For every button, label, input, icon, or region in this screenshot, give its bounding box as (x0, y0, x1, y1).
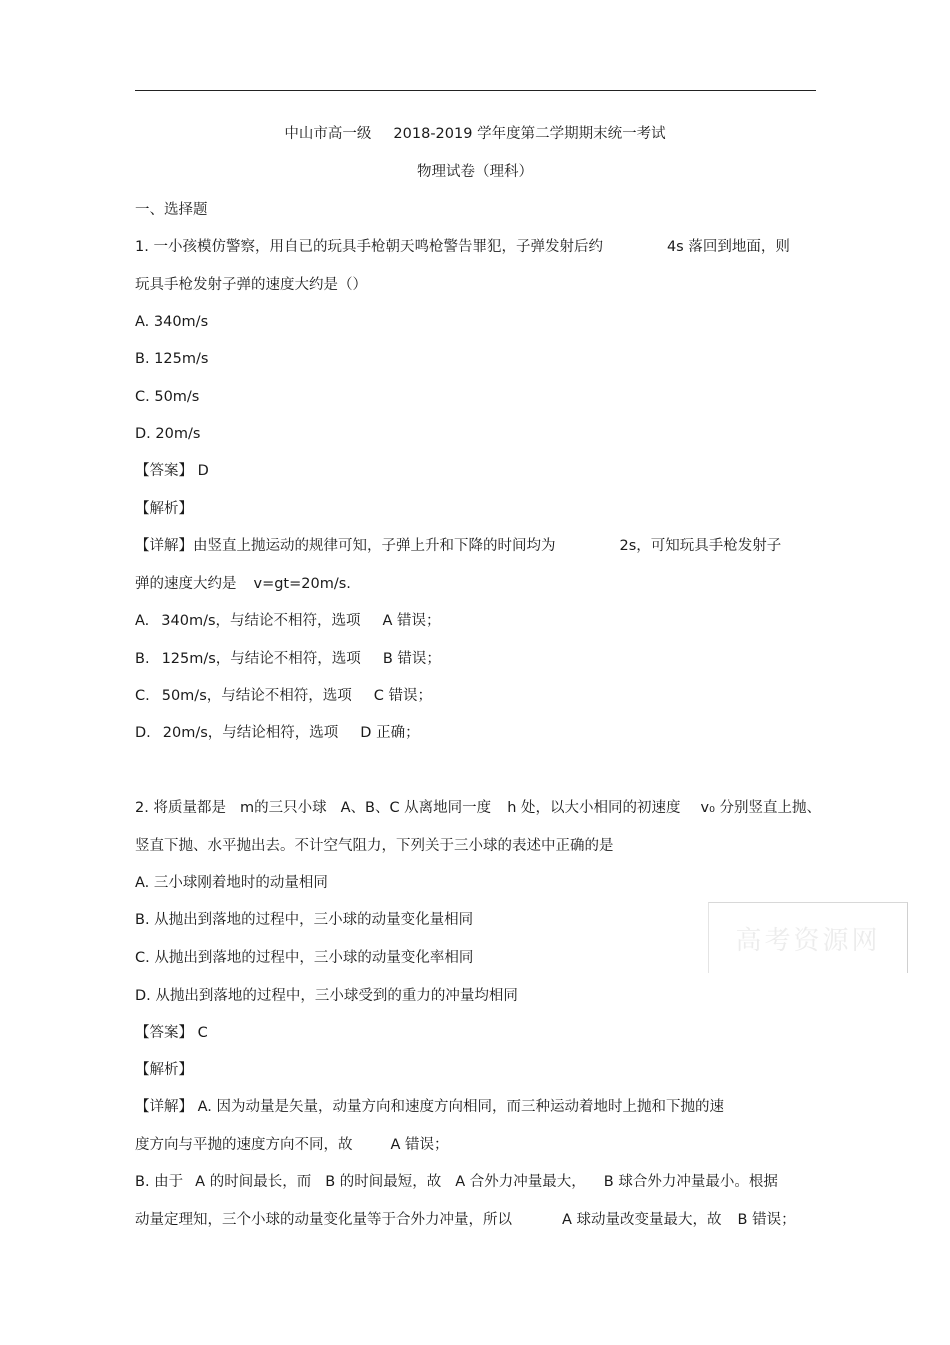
q1-answer: 【答案】 D (135, 463, 209, 479)
exam-title (0, 124, 950, 144)
q2-option-a: A. 三小球刚着地时的动量相同 (135, 875, 328, 891)
q1-option-a: A. 340m/s (135, 314, 209, 330)
q2-option-b: B. 从抛出到落地的过程中，三小球的动量变化量相同 (135, 912, 474, 928)
watermark-text: 高考资源网 (735, 925, 881, 956)
q1-detail-line-2: 弹的速度大约是 v=gt=20m/s. (135, 576, 351, 592)
q1-analysis-label: 【解析】 (135, 501, 193, 517)
q1-eval-a: A. 340m/s，与结论不相符，选项 A 错误； (135, 613, 441, 629)
q1-option-b: B. 125m/s (135, 351, 209, 367)
q1-option-d: D. 20m/s (135, 426, 201, 442)
exam-subtitle: 物理试卷（理科） (417, 164, 533, 180)
header-rule (135, 90, 816, 91)
q2-detail-line-2: 度方向与平抛的速度方向不同，故 A 错误； (135, 1137, 449, 1153)
q2-option-c: C. 从抛出到落地的过程中，三小球的动量变化率相同 (135, 950, 474, 966)
q1-stem-line-2: 玩具手枪发射子弹的速度大约是（） (135, 277, 367, 293)
title-part-a: 中山市高一级 (284, 126, 372, 142)
q2-answer: 【答案】 C (135, 1025, 208, 1041)
q1-detail-line-1: 【详解】由竖直上抛运动的规律可知，子弹上升和下降的时间均为 2s，可知玩具手枪发射子 (135, 538, 782, 554)
q1-eval-d: D. 20m/s，与结论相符，选项 D 正确； (135, 725, 420, 741)
q1-eval-c: C. 50m/s，与结论不相符，选项 C 错误； (135, 688, 432, 704)
q2-stem-line-2: 竖直下抛、水平抛出去。不计空气阻力，下列关于三小球的表述中正确的是 (135, 838, 614, 854)
q2-analysis-label: 【解析】 (135, 1062, 193, 1078)
q2-option-d: D. 从抛出到落地的过程中，三小球受到的重力的冲量均相同 (135, 988, 518, 1004)
q2-stem-line-1: 2. 将质量都是 m的三只小球 A、B、C 从离地同一度 h 处，以大小相同的初速度 v₀ 分别竖直上抛、 (135, 800, 822, 816)
title-part-b: 2018-2019 学年度第二学期期末统一考试 (393, 126, 666, 142)
watermark-logo (708, 902, 908, 973)
q1-option-c: C. 50m/s (135, 389, 200, 405)
q2-detail-line-1: 【详解】 A. 因为动量是矢量，动量方向和速度方向相同，而三种运动着地时上抛和下抛的速 (135, 1099, 724, 1115)
q2-detail-line-4: 动量定理知，三个小球的动量变化量等于合外力冲量，所以 A 球动量改变量最大，故 B 错误； (135, 1212, 796, 1228)
section-heading: 一、选择题 (135, 202, 208, 218)
q2-detail-line-3: B. 由于 A 的时间最长，而 B 的时间最短，故 A 合外力冲量最大， B 球合外力冲量最小。根据 (135, 1174, 778, 1190)
q1-stem-line-1: 1. 一小孩模仿警察，用自已的玩具手枪朝天鸣枪警告罪犯，子弹发射后约 4s 落回到地面，则 (135, 239, 790, 255)
q1-eval-b: B. 125m/s，与结论不相符，选项 B 错误； (135, 651, 441, 667)
